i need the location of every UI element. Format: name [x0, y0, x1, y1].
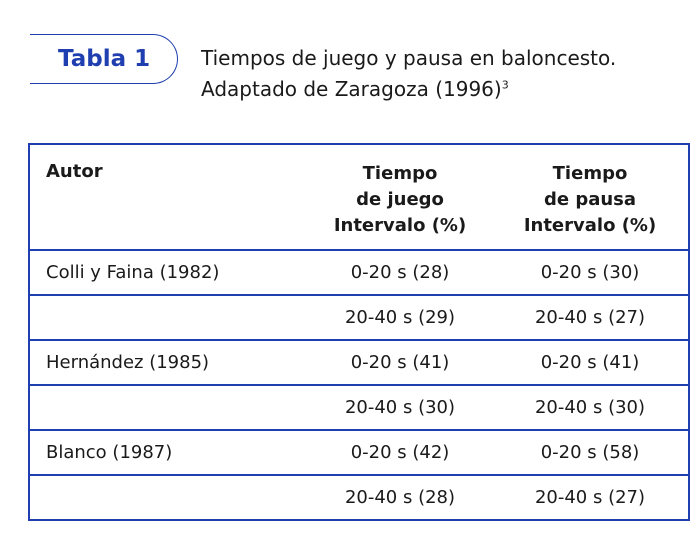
cell-pausa: 20-40 s (27)	[534, 487, 646, 508]
header-author: Autor	[46, 161, 103, 182]
cell-juego: 0-20 s (28)	[350, 262, 450, 283]
table-row	[30, 429, 688, 474]
table-number: Tabla 1	[58, 46, 151, 72]
header-juego-line: Intervalo (%)	[333, 215, 467, 236]
caption-reference: 3	[501, 78, 509, 92]
table-header-row	[30, 145, 688, 249]
table-row	[30, 474, 688, 519]
header-tiempo-pausa	[492, 145, 688, 239]
cell-juego: 0-20 s (42)	[350, 442, 450, 463]
cell-pausa: 20-40 s (30)	[534, 397, 646, 418]
cell-juego: 20-40 s (30)	[344, 397, 456, 418]
header-pausa-line: Tiempo	[552, 163, 628, 184]
table-row	[30, 294, 688, 339]
table-label-badge	[30, 34, 178, 84]
cell-author: Colli y Faina (1982)	[46, 262, 220, 283]
table-row	[30, 384, 688, 429]
table-row	[30, 249, 688, 294]
caption-line-2	[201, 74, 616, 105]
table-row	[30, 339, 688, 384]
header-pausa-line: de pausa	[543, 189, 637, 210]
cell-pausa: 0-20 s (58)	[540, 442, 640, 463]
cell-juego: 0-20 s (41)	[350, 352, 450, 373]
cell-pausa: 0-20 s (41)	[540, 352, 640, 373]
header-tiempo-juego	[308, 145, 492, 239]
cell-pausa: 20-40 s (27)	[534, 307, 646, 328]
cell-author: Hernández (1985)	[46, 352, 210, 373]
header-juego-line: de juego	[356, 189, 444, 210]
cell-juego: 20-40 s (28)	[344, 487, 456, 508]
caption-line-1: Tiempos de juego y pausa en baloncesto.	[201, 46, 617, 70]
cell-author: Blanco (1987)	[46, 442, 173, 463]
header-juego-line: Tiempo	[362, 163, 438, 184]
caption-source: Adaptado de Zaragoza (1996)	[201, 77, 502, 101]
header-pausa-line: Intervalo (%)	[523, 215, 657, 236]
table-caption	[201, 43, 616, 105]
data-table	[28, 143, 690, 521]
cell-pausa: 0-20 s (30)	[540, 262, 640, 283]
cell-juego: 20-40 s (29)	[344, 307, 456, 328]
